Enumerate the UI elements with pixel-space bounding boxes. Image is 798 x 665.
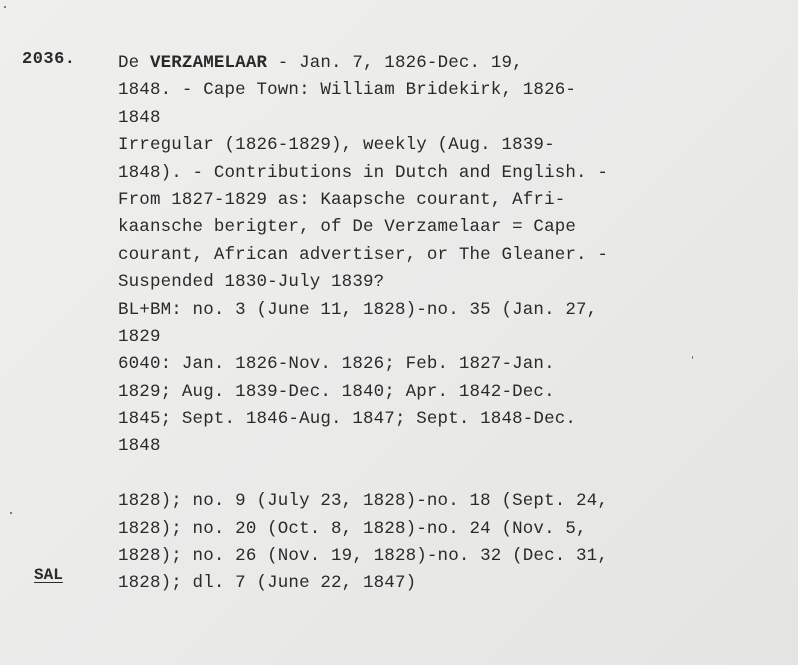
entry-line-8: Suspended 1830-July 1839?: [118, 272, 385, 293]
location-code: SAL: [34, 566, 63, 584]
continuation-line-2: 1828); no. 26 (Nov. 19, 1828)-no. 32 (Dec. 31,: [118, 546, 608, 567]
entry-line-4: 1848). - Contributions in Dutch and English. -: [118, 162, 608, 183]
entry-line-13: 1845; Sept. 1846-Aug. 1847; Sept. 1848-Dec.: [118, 409, 577, 430]
title-bold: VERZAMELAAR: [149, 53, 268, 73]
entry-line-10: 1829: [118, 326, 161, 347]
entry-line-2: 1848: [118, 107, 161, 128]
entry-text: [118, 50, 788, 598]
title-prefix: De: [118, 53, 150, 73]
blank-gap: [118, 461, 788, 488]
entry-number: 2036.: [22, 50, 76, 69]
paper-speck: [10, 512, 12, 514]
entry-line-3: Irregular (1826-1829), weekly (Aug. 1839-: [118, 135, 555, 156]
entry-line-0: - Jan. 7, 1826-Dec. 19,: [267, 53, 523, 73]
continuation-line-0: 1828); no. 9 (July 23, 1828)-no. 18 (Sept. 24,: [118, 491, 608, 512]
paper-speck: [692, 356, 693, 359]
entry-line-7: courant, African advertiser, or The Gleaner. -: [118, 244, 608, 265]
entry-line-1: 1848. - Cape Town: William Bridekirk, 1826-: [118, 80, 577, 101]
entry-line-9: BL+BM: no. 3 (June 11, 1828)-no. 35 (Jan. 27,: [118, 299, 598, 320]
entry-line-5: From 1827-1829 as: Kaapsche courant, Afri-: [118, 189, 566, 210]
continuation-line-1: 1828); no. 20 (Oct. 8, 1828)-no. 24 (Nov. 5,: [118, 518, 587, 539]
paper-speck: [4, 6, 6, 8]
entry-title-line: [118, 50, 788, 77]
entry-line-6: kaansche berigter, of De Verzamelaar = Cape: [118, 217, 577, 238]
continuation-line-3: 1828); dl. 7 (June 22, 1847): [118, 573, 417, 594]
entry-line-11: 6040: Jan. 1826-Nov. 1826; Feb. 1827-Jan.: [118, 354, 555, 375]
entry-line-14: 1848: [118, 436, 161, 457]
entry-line-12: 1829; Aug. 1839-Dec. 1840; Apr. 1842-Dec.: [118, 381, 555, 402]
